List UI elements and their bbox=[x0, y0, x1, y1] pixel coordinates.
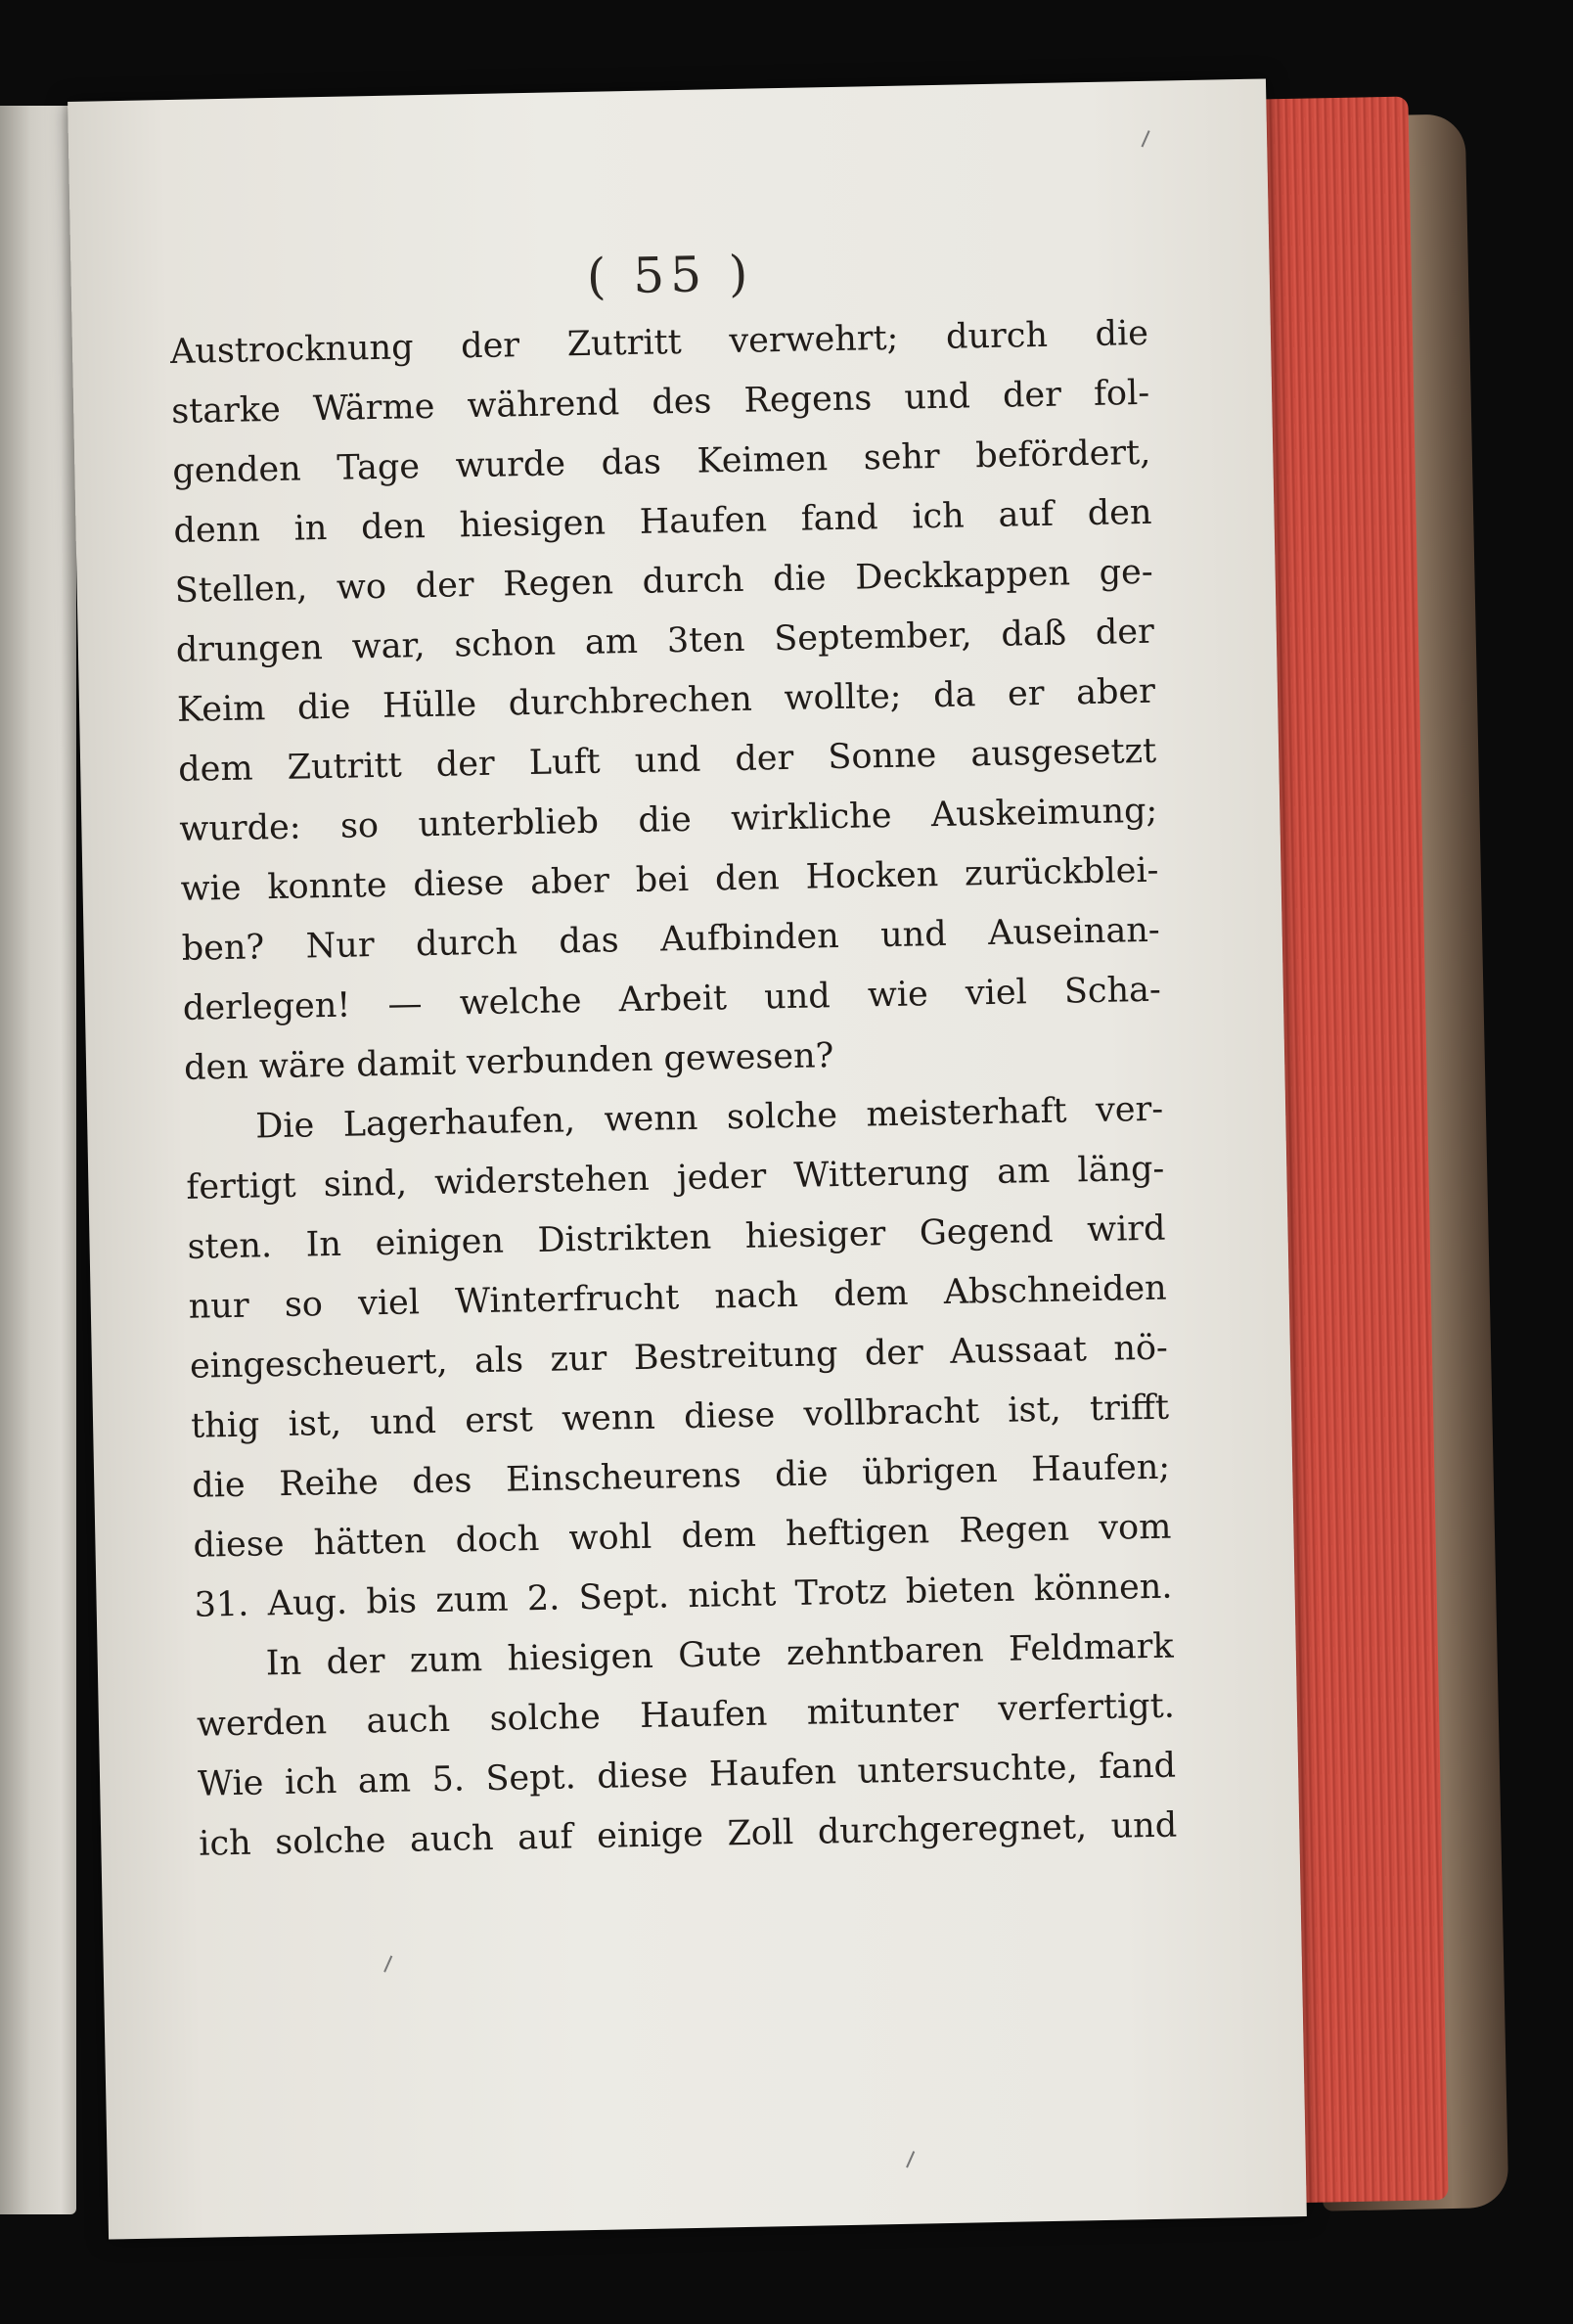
text-line: dem Zutritt der Luft und der Sonne ausgesetzt bbox=[177, 731, 1157, 790]
text-line: nur so viel Winterfrucht nach dem Abschneiden bbox=[188, 1268, 1168, 1327]
paragraph-start-line: In der zum hiesigen Gute zehntbaren Feldmark bbox=[265, 1626, 1175, 1684]
text-line: Keim die Hülle durchbrechen wollte; da er aber bbox=[176, 671, 1156, 730]
book-page bbox=[67, 78, 1307, 2239]
page-text bbox=[169, 304, 1177, 1875]
text-line: fertigt sind, widerstehen jeder Witterung am läng- bbox=[186, 1149, 1165, 1208]
text-line: ben? Nur durch das Aufbinden und Auseinan- bbox=[181, 910, 1160, 969]
text-line: werden auch solche Haufen mitunter verfertigt. bbox=[196, 1686, 1176, 1745]
text-line: genden Tage wurde das Keimen sehr befördert, bbox=[172, 433, 1151, 491]
text-line: denn in den hiesigen Haufen fand ich auf den bbox=[173, 492, 1152, 551]
text-line: ich solche auch auf einige Zoll durchgeregnet, und bbox=[198, 1805, 1178, 1864]
text-line: thig ist, und erst wenn diese vollbracht ist, trifft bbox=[190, 1388, 1170, 1446]
left-page-edge bbox=[0, 106, 76, 2214]
page-number: ( 55 ) bbox=[586, 245, 754, 305]
paper-speck bbox=[1142, 130, 1150, 147]
text-line: sten. In einigen Distrikten hiesiger Gegend wird bbox=[187, 1208, 1166, 1267]
text-line: Stellen, wo der Regen durch die Deckkappen ge- bbox=[174, 552, 1153, 611]
paper-speck bbox=[383, 1955, 392, 1972]
text-line: wie konnte diese aber bei den Hocken zurückblei- bbox=[180, 850, 1159, 909]
text-line: drungen war, schon am 3ten September, daß der bbox=[175, 612, 1155, 670]
text-line: wurde: so unterblieb die wirkliche Auskeimung; bbox=[179, 791, 1158, 849]
text-line: Austrocknung der Zutritt verwehrt; durch die bbox=[169, 313, 1149, 372]
text-line: eingescheuert, als zur Bestreitung der Aussaat nö- bbox=[189, 1328, 1169, 1387]
paragraph-end-line: den wäre damit verbunden gewesen? bbox=[183, 1036, 834, 1088]
paper-speck bbox=[906, 2151, 915, 2167]
paragraph-end-line: 31. Aug. bis zum 2. Sept. nicht Trotz bieten können. bbox=[194, 1567, 1173, 1625]
text-line: Wie ich am 5. Sept. diese Haufen untersuchte, fand bbox=[197, 1746, 1177, 1804]
text-line: diese hätten doch wohl dem heftigen Regen vom bbox=[193, 1507, 1172, 1566]
text-line: starke Wärme während des Regens und der fol- bbox=[170, 373, 1150, 432]
text-line: die Reihe des Einscheurens die übrigen Haufen; bbox=[191, 1447, 1171, 1506]
text-line: derlegen! — welche Arbeit und wie viel Scha- bbox=[182, 970, 1162, 1028]
paragraph-start-line: Die Lagerhaufen, wenn solche meisterhaft ver- bbox=[254, 1089, 1164, 1147]
